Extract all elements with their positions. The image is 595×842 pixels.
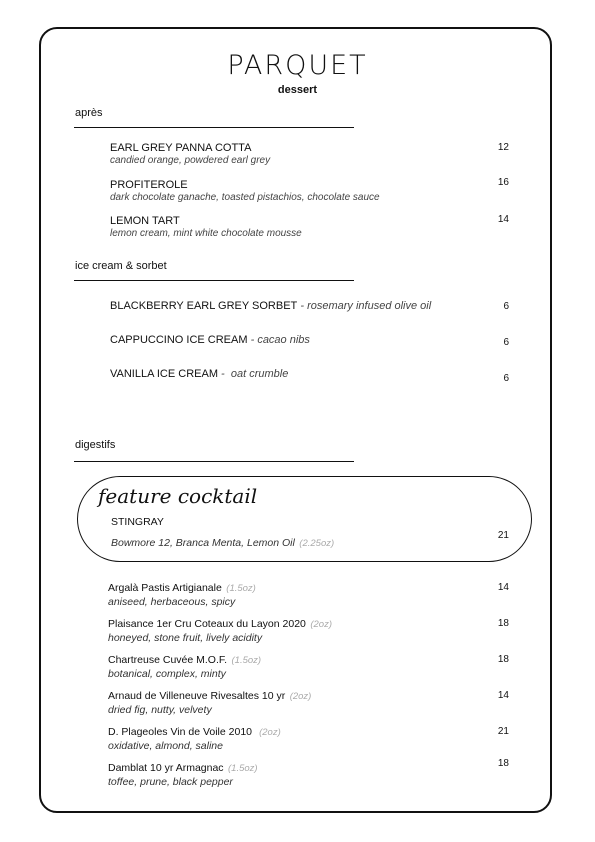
menu-item-name: EARL GREY PANNA COTTA <box>110 142 252 154</box>
digestif-name: Plaisance 1er Cru Coteaux du Layon 2020 <box>108 618 306 630</box>
digestif-item <box>108 686 311 716</box>
menu-item-separator: - <box>247 334 258 346</box>
digestif-size: (2oz) <box>289 691 312 702</box>
section-divider <box>74 127 354 128</box>
menu-item-separator: - <box>218 368 231 380</box>
digestif-item <box>108 758 258 788</box>
section-divider <box>74 280 354 281</box>
digestif-price: 18 <box>497 618 509 629</box>
digestif-name: Arnaud de Villeneuve Rivesaltes 10 yr <box>108 690 286 702</box>
section-digestifs-heading: digestifs <box>75 439 116 451</box>
menu-item-name: BLACKBERRY EARL GREY SORBET <box>110 300 298 312</box>
menu-item-price: 6 <box>503 301 509 312</box>
feature-cocktail-price: 21 <box>497 530 509 541</box>
section-apres-heading: après <box>75 107 103 119</box>
menu-item <box>110 368 288 380</box>
menu-item-price: 6 <box>503 337 509 348</box>
digestif-size: (2oz) <box>310 619 332 630</box>
menu-item-description: candied orange, powdered earl grey <box>110 155 271 166</box>
feature-cocktail-details <box>111 533 334 551</box>
digestif-item <box>108 650 261 680</box>
menu-item-separator: - <box>297 300 308 312</box>
menu-item-price: 6 <box>503 373 509 384</box>
digestif-description: aniseed, herbaceous, spicy <box>108 596 236 608</box>
digestif-size: (2oz) <box>256 727 281 738</box>
digestif-price: 21 <box>497 726 509 737</box>
menu-item <box>110 300 431 312</box>
menu-item-description: cacao nibs <box>257 334 310 346</box>
menu-item-name: VANILLA ICE CREAM <box>110 368 218 380</box>
menu-item-price: 14 <box>497 214 509 225</box>
digestif-description: botanical, complex, minty <box>108 668 226 680</box>
digestif-price: 14 <box>497 582 509 593</box>
digestif-item <box>108 614 332 644</box>
digestif-description: oxidative, almond, saline <box>108 740 223 752</box>
section-divider <box>74 461 354 462</box>
digestif-price: 18 <box>497 654 509 665</box>
menu-item-price: 16 <box>497 177 509 188</box>
digestif-description: toffee, prune, black pepper <box>108 776 233 788</box>
feature-cocktail-size: (2.25oz) <box>299 538 335 549</box>
menu-item-name: PROFITEROLE <box>110 179 188 191</box>
menu-item-description: rosemary infused olive oil <box>307 300 432 312</box>
menu-item-price: 12 <box>497 142 509 153</box>
menu-item-description: lemon cream, mint white chocolate mousse <box>110 228 302 239</box>
menu-item-name: LEMON TART <box>110 215 180 227</box>
feature-cocktail-heading: feature cocktail <box>98 484 258 508</box>
digestif-name: Argalà Pastis Artigianale <box>108 582 222 594</box>
digestif-price: 18 <box>497 758 509 769</box>
digestif-size: (1.5oz) <box>231 655 262 666</box>
digestif-item <box>108 722 281 752</box>
digestif-size: (1.5oz) <box>228 763 258 774</box>
menu-item <box>110 334 310 346</box>
digestif-name: Chartreuse Cuvée M.O.F. <box>108 654 228 666</box>
digestif-price: 14 <box>497 690 509 701</box>
feature-cocktail-description: Bowmore 12, Branca Menta, Lemon Oil <box>111 537 295 549</box>
menu-subtitle: dessert <box>277 84 318 96</box>
digestif-name: D. Plageoles Vin de Voile 2010 <box>108 726 252 738</box>
feature-cocktail-name: STINGRAY <box>111 516 164 528</box>
restaurant-title: PARQUET <box>227 50 368 81</box>
digestif-size: (1.5oz) <box>226 583 256 594</box>
digestif-item <box>108 578 256 608</box>
menu-item-name: CAPPUCCINO ICE CREAM <box>110 334 248 346</box>
digestif-description: honeyed, stone fruit, lively acidity <box>108 632 263 644</box>
menu-item-description: dark chocolate ganache, toasted pistachios, chocolate sauce <box>110 192 380 203</box>
digestif-description: dried fig, nutty, velvety <box>108 704 212 716</box>
section-ice-cream-heading: ice cream & sorbet <box>75 260 167 272</box>
digestif-name: Damblat 10 yr Armagnac <box>108 762 224 774</box>
menu-item-description: oat crumble <box>230 368 289 380</box>
